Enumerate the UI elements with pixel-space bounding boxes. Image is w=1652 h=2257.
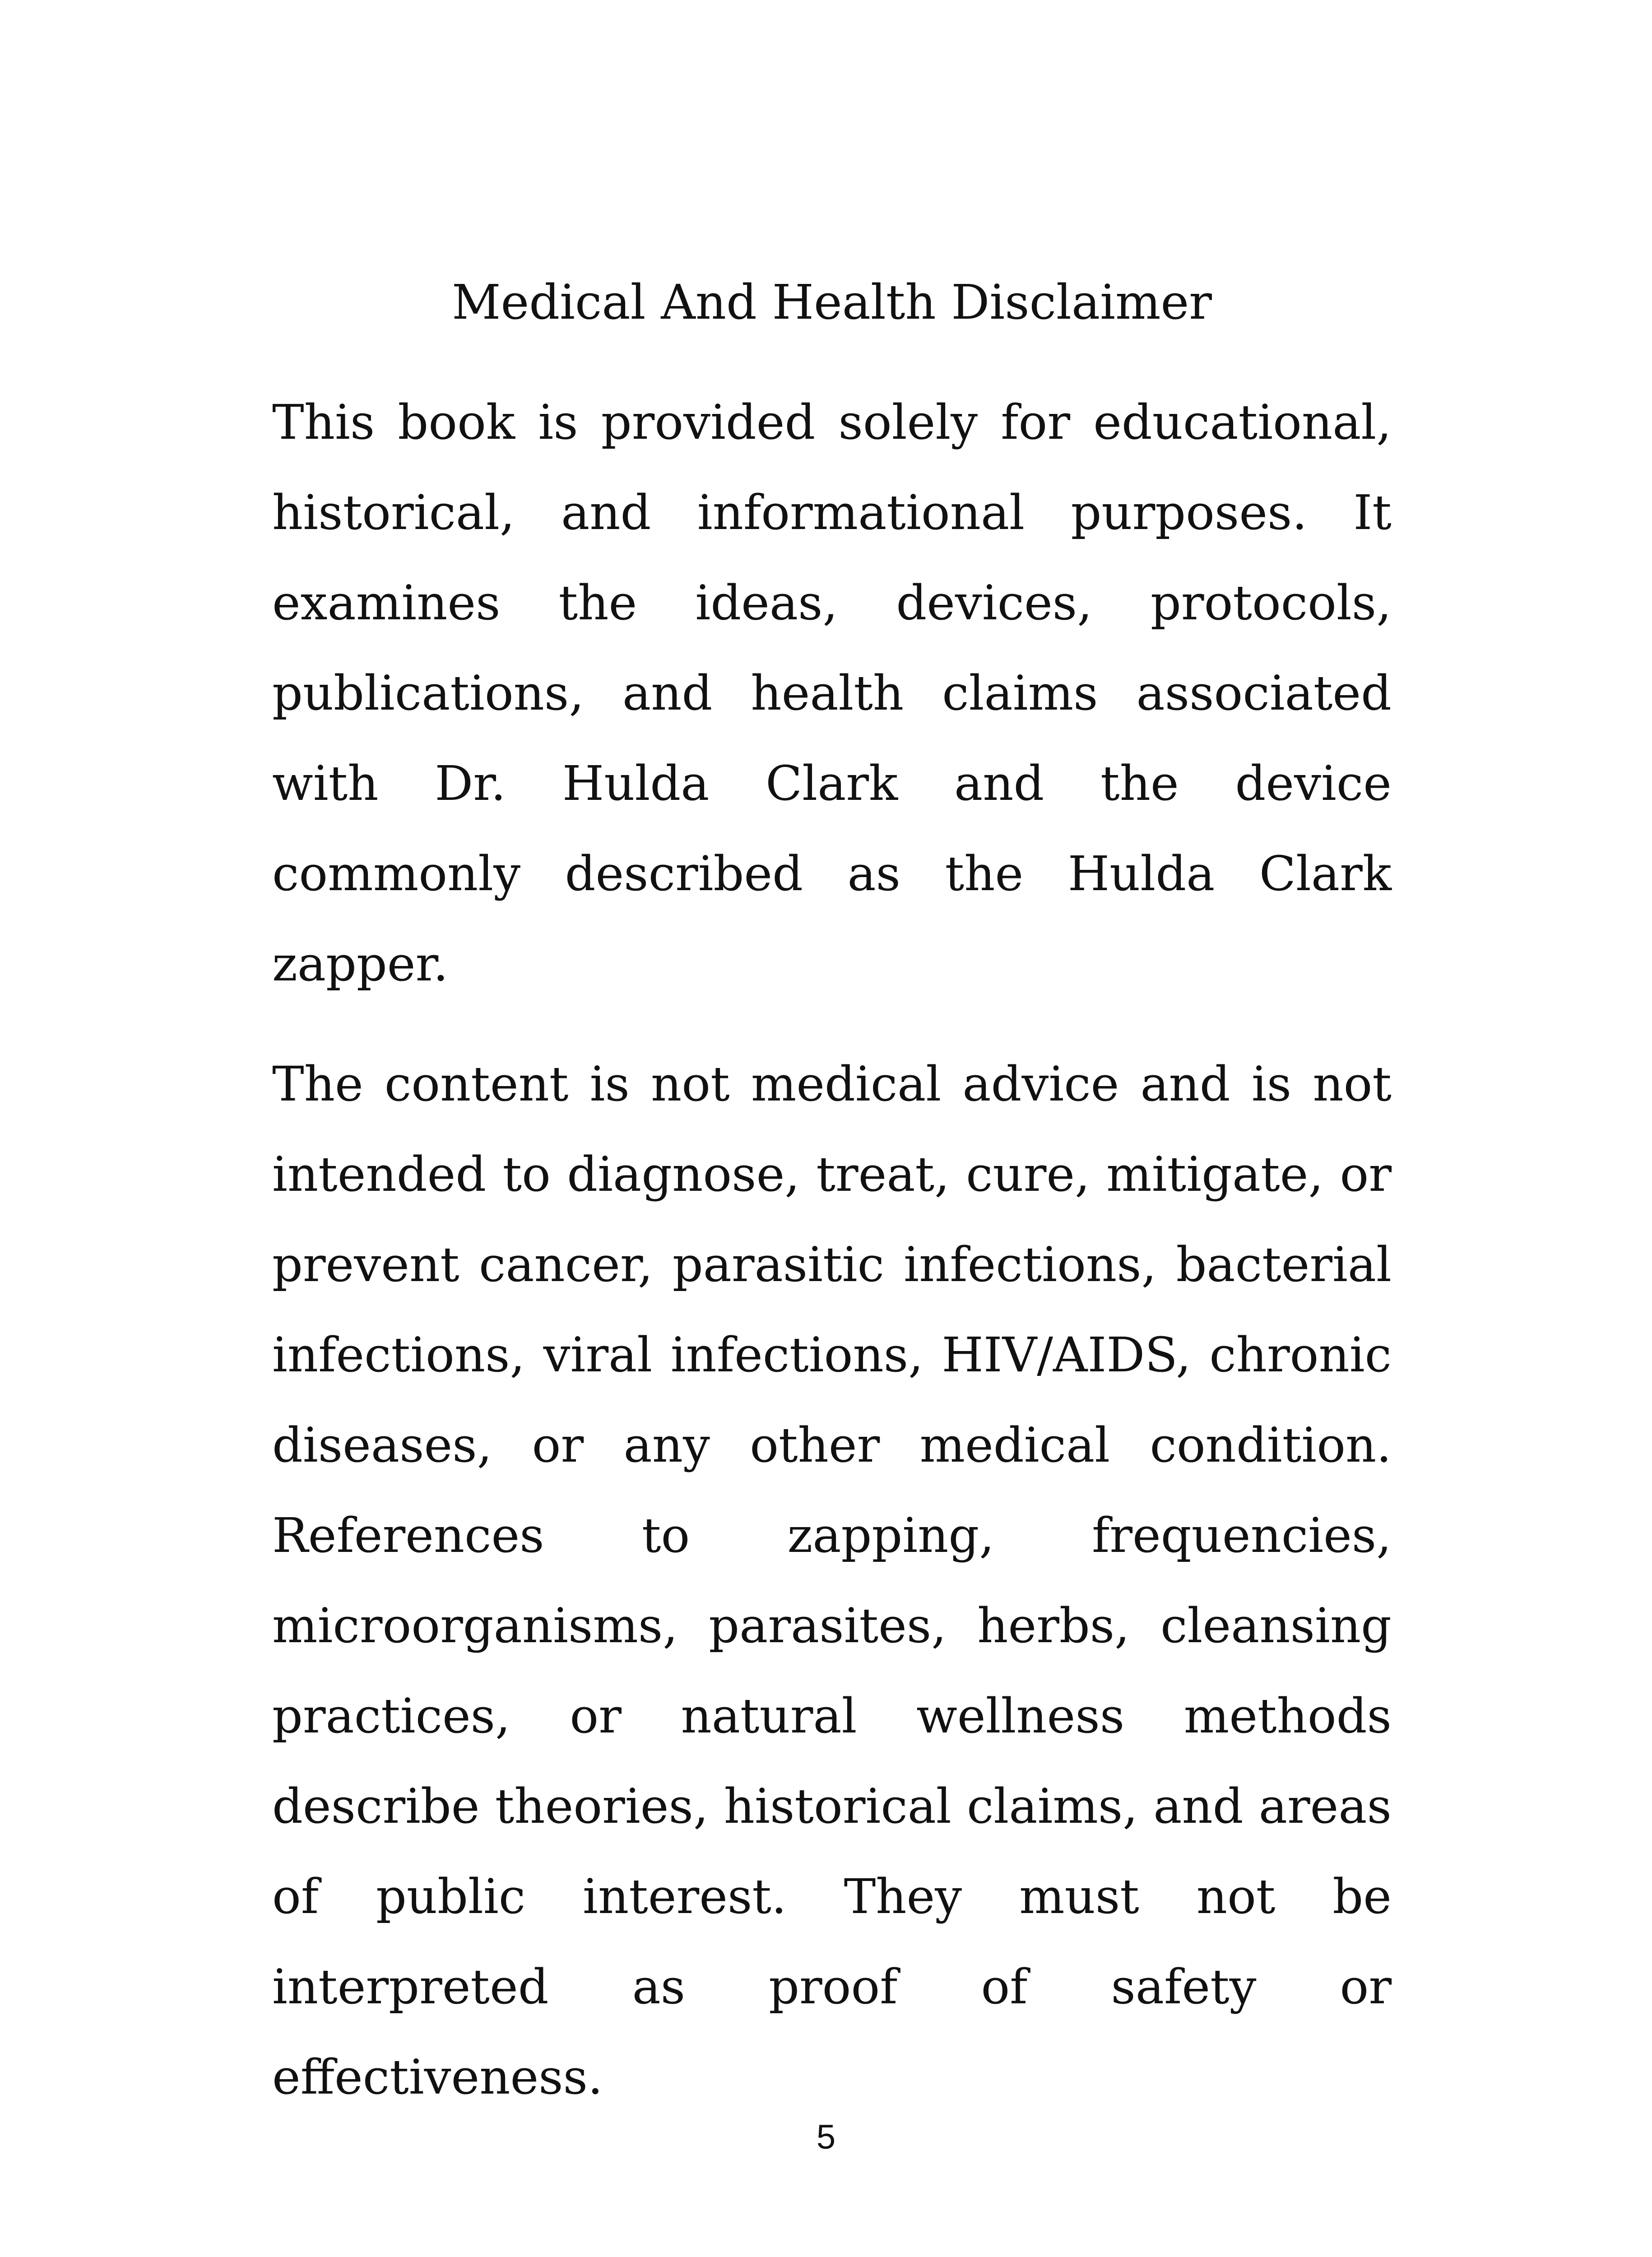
paragraph-2: The content is not medical advice and is not intended to diagnose, treat, cure, mitigate, or prevent cancer, parasitic infections, bacterial infections, viral infections, HIV/AIDS, chronic diseases, or any other medical condition. References to zapping, frequencies, microorganisms, parasites, herbs, cleansing practices, or natural wellness methods describe theories, historical claims, and areas of public interest. They must not be interpreted as proof of safety or effectiveness. <box>272 1056 1392 2105</box>
page-content <box>272 257 1392 2122</box>
paragraph-1: This book is provided solely for educational, historical, and informational purposes. It examines the ideas, devices, protocols, publications, and health claims associated with Dr. Hulda Clark and the device commonly described as the Hulda Clark zapper. <box>272 395 1392 992</box>
page-title: Medical And Health Disclaimer <box>452 274 1212 330</box>
page-number: 5 <box>816 2118 836 2156</box>
